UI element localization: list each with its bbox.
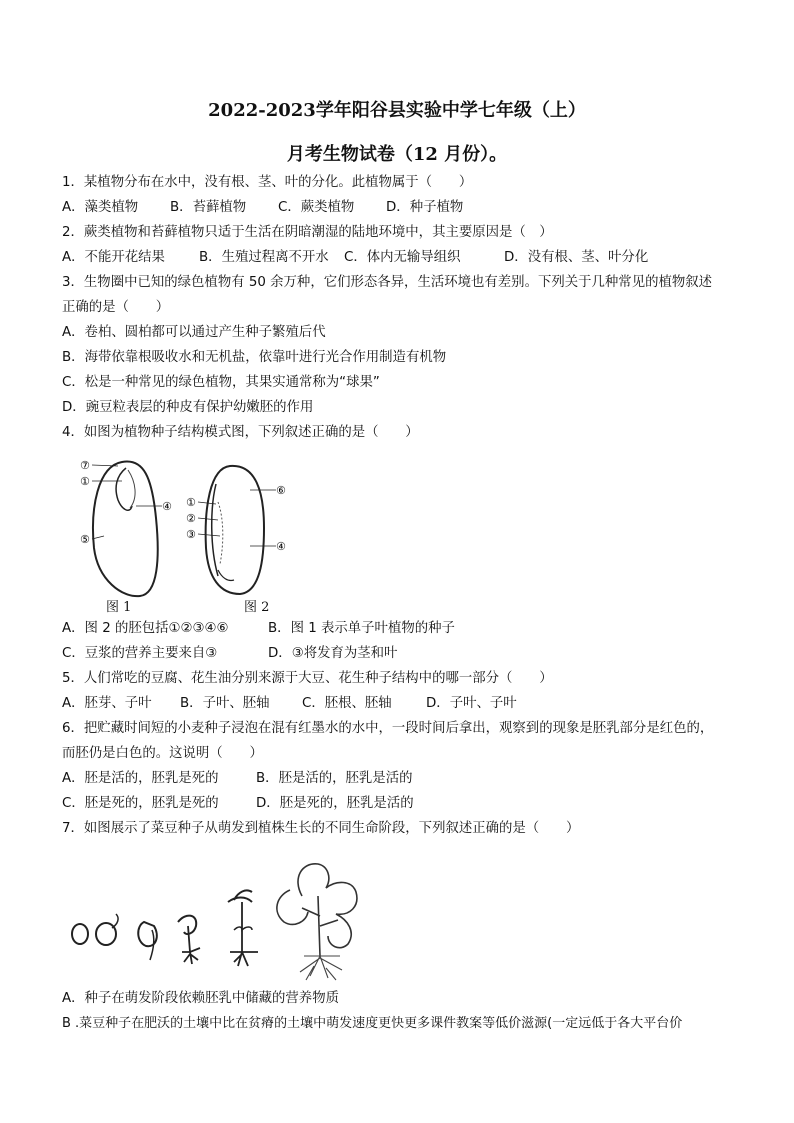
q7-option-a: A．种子在萌发阶段依赖胚乳中储藏的营养物质	[62, 991, 339, 1006]
q4-stem: 4．如图为植物种子结构模式图，下列叙述正确的是（ ）	[62, 425, 419, 440]
q3-stem-line2: 正确的是（ ）	[62, 300, 170, 315]
q4-option-c: C．豆浆的营养主要来自③	[62, 646, 218, 661]
fig2-label-2: ②	[186, 512, 196, 525]
q6-option-a: A．胚是活的，胚乳是死的	[62, 771, 219, 786]
fig1-label-1: ①	[80, 475, 90, 488]
q2-option-a: A．不能开花结果	[62, 250, 165, 265]
fig1-caption: 图 1	[106, 600, 132, 615]
q1-option-b: B．苔藓植物	[170, 200, 247, 215]
q2-options	[62, 249, 648, 267]
q2-stem: 2．蕨类植物和苔藓植物只适于生活在阴暗潮湿的陆地环境中，其主要原因是（ ）	[62, 225, 553, 240]
q5-options	[62, 695, 517, 713]
q7-option-b: B .菜豆种子在肥沃的土壤中比在贫瘠的土壤中萌发速度更快更多课件教案等低价滋源(一定远低于各大平台价	[62, 1016, 683, 1031]
seed-structure-diagram	[70, 448, 300, 618]
q3-option-d: D．豌豆粒表层的种皮有保护幼嫩胚的作用	[62, 400, 314, 415]
q1-options	[62, 199, 463, 217]
q5-option-d: D．子叶、子叶	[426, 696, 517, 711]
fig1-label-7: ⑦	[80, 459, 90, 472]
q3-option-a: A．卷柏、圆柏都可以通过产生种子繁殖后代	[62, 325, 326, 340]
q7-stem: 7．如图展示了菜豆种子从萌发到植株生长的不同生命阶段，下列叙述正确的是（ ）	[62, 821, 580, 836]
exam-title-line2: 月考生物试卷（12 月份）。	[286, 144, 508, 165]
q6-stem-line2: 而胚仍是白色的。这说明（ ）	[62, 746, 263, 761]
q3-option-b: B．海带依靠根吸收水和无机盐，依靠叶进行光合作用制造有机物	[62, 350, 447, 365]
q4-options-row1	[62, 620, 455, 638]
bean-germination-figure	[66, 856, 406, 984]
q4-option-a: A．图 2 的胚包括①②③④⑥	[62, 621, 229, 636]
q1-option-c: C．蕨类植物	[278, 200, 355, 215]
q5-option-a: A．胚芽、子叶	[62, 696, 152, 711]
fig2-label-1: ①	[186, 496, 196, 509]
q6-option-d: D．胚是死的，胚乳是活的	[256, 796, 414, 811]
q2-option-b: B．生殖过程离不开水	[199, 250, 329, 265]
fig2-label-4: ④	[276, 540, 286, 553]
bean-germination-diagram	[66, 856, 406, 984]
fig1-label-4: ④	[162, 500, 172, 513]
q3-stem-line1: 3．生物圈中已知的绿色植物有 50 余万种，它们形态各异，生活环境也有差别。下列关于几种常见的植物叙述	[62, 275, 713, 290]
q4-option-d: D．③将发育为茎和叶	[268, 646, 398, 661]
q5-option-b: B．子叶、胚轴	[180, 696, 270, 711]
fig2-label-3: ③	[186, 528, 196, 541]
seed-structure-figure	[70, 448, 300, 618]
q2-option-c: C．体内无输导组织	[344, 250, 461, 265]
q1-option-d: D．种子植物	[386, 200, 464, 215]
fig2-label-6: ⑥	[276, 484, 286, 497]
fig1-label-5: ⑤	[80, 533, 90, 546]
q6-option-b: B．胚是活的，胚乳是活的	[256, 771, 413, 786]
q4-option-b: B．图 1 表示单子叶植物的种子	[268, 621, 455, 636]
exam-title-line1: 2022-2023学年阳谷县实验中学七年级（上）	[208, 100, 586, 121]
q6-option-c: C．胚是死的，胚乳是死的	[62, 796, 219, 811]
q3-option-c: C．松是一种常见的绿色植物，其果实通常称为“球果”	[62, 375, 380, 390]
q6-options-row1	[62, 770, 412, 788]
q5-stem: 5．人们常吃的豆腐、花生油分别来源于大豆、花生种子结构中的哪一部分（ ）	[62, 671, 553, 686]
q2-option-d: D．没有根、茎、叶分化	[504, 250, 649, 265]
q1-stem: 1．某植物分布在水中，没有根、茎、叶的分化。此植物属于（ ）	[62, 175, 473, 190]
q6-options-row2	[62, 795, 414, 813]
q6-stem-line1: 6．把贮藏时间短的小麦种子浸泡在混有红墨水的水中，一段时间后拿出，观察到的现象是胚乳部分是红色的，	[62, 721, 714, 736]
fig2-caption: 图 2	[244, 600, 270, 615]
q4-options-row2	[62, 645, 397, 663]
q5-option-c: C．胚根、胚轴	[302, 696, 392, 711]
q1-option-a: A．藻类植物	[62, 200, 139, 215]
